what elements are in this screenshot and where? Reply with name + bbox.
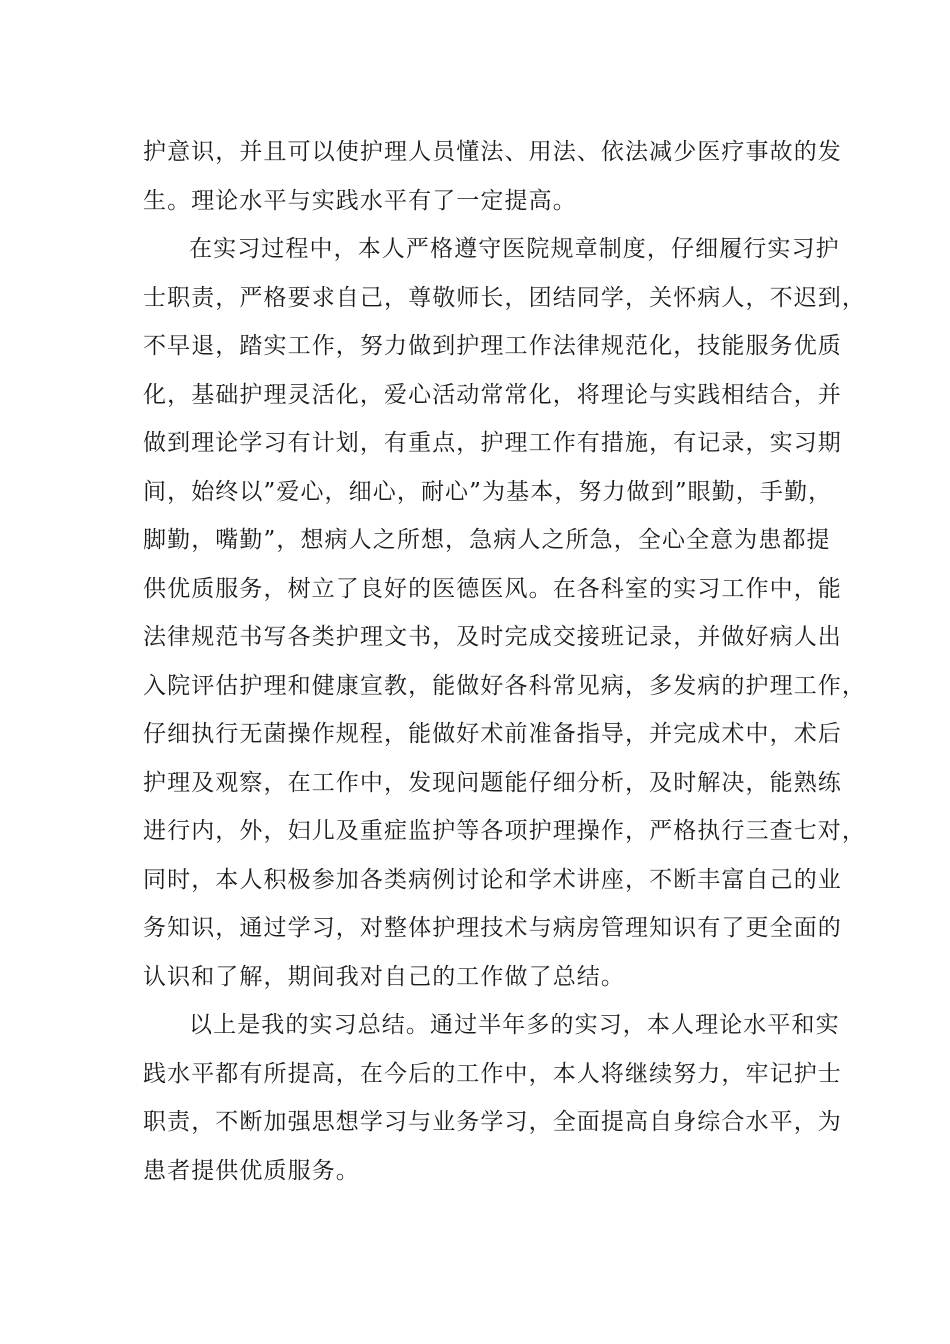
text-line: 以上是我的实习总结。通过半年多的实习，本人理论水平和实: [189, 1012, 840, 1038]
text-line: 法律规范书写各类护理文书，及时完成交接班记录，并做好病人出: [143, 624, 842, 650]
text-line: 供优质服务，树立了良好的医德医风。在各科室的实习工作中，能: [143, 575, 842, 602]
paragraph-2: [143, 225, 866, 1001]
text-line: 化，基础护理灵活化，爱心活动常常化，将理论与实践相结合，并: [143, 381, 842, 408]
text-line: 职责，不断加强思想学习与业务学习，全面提高自身综合水平，为: [143, 1109, 842, 1135]
text-line: 护理及观察，在工作中，发现问题能仔细分析，及时解决，能熟练: [143, 769, 842, 796]
text-line: 同时，本人积极参加各类病例讨论和学术讲座，不断丰富自己的业: [143, 866, 842, 893]
text-line: 脚勤，嘴勤”，想病人之所想，急病人之所急，全心全意为患都提: [143, 527, 831, 553]
text-line: 入院评估护理和健康宣教，能做好各科常见病，多发病的护理工作，: [143, 672, 866, 699]
text-line: 仔细执行无菌操作规程，能做好术前准备指导，并完成术中，术后: [143, 721, 842, 747]
text-line: 不早退，踏实工作，努力做到护理工作法律规范化，技能服务优质: [143, 333, 842, 359]
text-line: 士职责，严格要求自己，尊敬师长，团结同学，关怀病人，不迟到，: [143, 284, 866, 311]
paragraph-1: [143, 128, 842, 225]
paragraph-3: [143, 1001, 842, 1195]
text-line: 认识和了解，期间我对自己的工作做了总结。: [143, 963, 625, 990]
text-line: 践水平都有所提高，在今后的工作中，本人将继续努力，牢记护士: [143, 1060, 842, 1087]
text-line: 护意识，并且可以使护理人员懂法、用法、依法减少医疗事故的发: [143, 139, 842, 165]
document-body: [143, 128, 866, 1195]
text-line: 间，始终以”爱心，细心，耐心”为基本，努力做到”眼勤，手勤，: [143, 478, 833, 505]
text-line: 生。理论水平与实践水平有了一定提高。: [143, 187, 577, 214]
text-line: 进行内，外，妇儿及重症监护等各项护理操作，严格执行三查七对，: [143, 818, 866, 844]
text-line: 患者提供优质服务。: [143, 1157, 360, 1184]
text-line: 做到理论学习有计划，有重点，护理工作有措施，有记录，实习期: [143, 430, 842, 456]
text-line: 务知识，通过学习，对整体护理技术与病房管理知识有了更全面的: [143, 915, 842, 941]
text-line: 在实习过程中，本人严格遵守医院规章制度，仔细履行实习护: [189, 236, 840, 262]
